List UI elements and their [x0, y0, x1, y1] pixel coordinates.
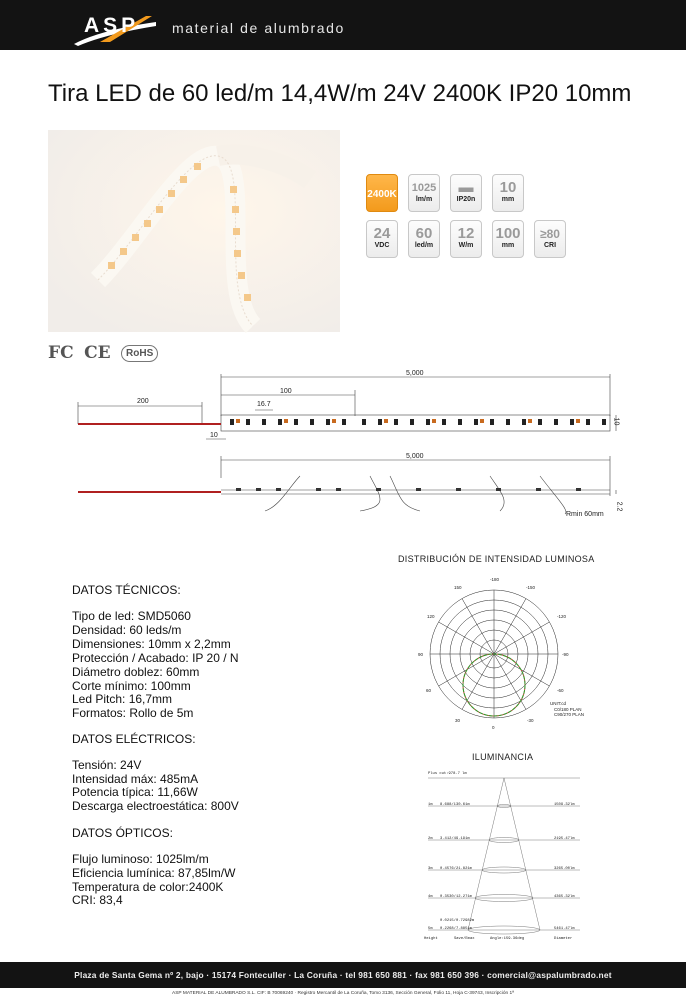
illum-height: 5m: [428, 927, 433, 931]
footer-registry: ASP MATERIAL DE ALUMBRADO S.L. CIF: B 70069240 · Registro Mercantil de La Coruña, Tomo 3136, Sección General, Folio 11, Hoja C-39743, Inscripción 1ª: [172, 991, 514, 996]
illum-footer: Height: [424, 937, 438, 941]
spec-line: Descarga electroestática: 800V: [72, 799, 239, 813]
illum-left: 8.688/130.61m: [440, 803, 470, 807]
spec-line: Flujo luminoso: 1025lm/m: [72, 852, 209, 866]
illum-extra: 0.0215/0.72982m: [440, 919, 475, 923]
illum-left: 0.4576/21.821m: [440, 867, 472, 871]
polar-chart: [412, 572, 585, 736]
polar-label: -60: [557, 688, 564, 693]
rohs-icon: RoHS: [121, 345, 158, 362]
datos-tecnicos-heading: DATOS TÉCNICOS:: [72, 583, 181, 597]
dim-thickness: 2.2: [615, 501, 623, 512]
spec-line: Protección / Acabado: IP 20 / N: [72, 651, 239, 665]
spec-line: Tipo de led: SMD5060: [72, 609, 191, 623]
product-photo: [48, 130, 340, 332]
polar-label: -30: [527, 718, 534, 723]
dim-rmin: Rmin 60mm: [566, 511, 604, 518]
dim-cut-length: 100: [280, 388, 292, 395]
ip-rating-icon: ▬ IP20n: [450, 174, 482, 212]
illum-max-label: Plus cut:978.7 lm: [428, 772, 467, 776]
polar-unit: UNIT:cd: [550, 701, 567, 706]
illum-footer: Diameter: [554, 937, 573, 941]
spec-line: Diámetro doblez: 60mm: [72, 665, 200, 679]
product-title: Tira LED de 60 led/m 14,4W/m 24V 2400K IP20 10mm: [48, 80, 632, 107]
spec-line: Formatos: Rollo de 5m: [72, 706, 194, 720]
illum-right: 3265.00lm: [554, 867, 575, 871]
polar-label: 60: [426, 688, 432, 693]
color-temperature-icon: 2400K: [366, 174, 398, 212]
spec-line: Led Pitch: 16,7mm: [72, 692, 173, 706]
illum-height: 2m: [428, 837, 433, 841]
polar-label: 150: [454, 585, 462, 590]
dim-total-length-2: 5,000: [406, 453, 424, 460]
illum-right: 2195.47lm: [554, 837, 575, 841]
footer-address: Plaza de Santa Gema nº 2, bajo · 15174 Fonteculler · La Coruña · tel 981 650 881 · fax 981 650 396 · comercial@aspalumbrado.net: [0, 962, 686, 988]
dim-end-offset: 10: [210, 432, 218, 439]
voltage-icon: 24 VDC: [366, 220, 398, 258]
illum-right: 5461.47lm: [554, 927, 575, 931]
cri-icon: ≥80 CRI: [534, 220, 566, 258]
spec-line: Densidad: 60 leds/m: [72, 623, 182, 637]
spec-line: Corte mínimo: 100mm: [72, 679, 191, 693]
illum-right: 1509.32lm: [554, 803, 575, 807]
illum-left: 0.3530/12.271m: [440, 895, 472, 899]
illum-footer: Angle:159.36deg: [490, 937, 525, 941]
dim-pitch: 16.7: [257, 401, 271, 408]
certification-logos: [48, 343, 164, 367]
spec-line: Potencia típica: 11,66W: [72, 785, 198, 799]
polar-label: -90: [562, 652, 569, 657]
spec-line: Temperatura de color:2400K: [72, 880, 224, 894]
fcc-icon: FC: [48, 343, 74, 363]
illum-height: 4m: [428, 895, 433, 899]
polar-label: 0: [492, 725, 495, 730]
polar-label: -150: [526, 585, 536, 590]
dim-total-length: 5,000: [406, 370, 424, 377]
illum-left: 0.2268/7.8851m: [440, 927, 472, 931]
tagline: material de alumbrado: [172, 20, 345, 36]
polar-chart-title: DISTRIBUCIÓN DE INTENSIDAD LUMINOSA: [398, 554, 595, 564]
led-density-icon: 60 led/m: [408, 220, 440, 258]
power-icon: 12 W/m: [450, 220, 482, 258]
illuminance-chart: [420, 768, 590, 944]
illum-height: 3m: [428, 867, 433, 871]
illum-left: 3.412/49.191m: [440, 837, 470, 841]
spec-line: CRI: 83,4: [72, 893, 123, 907]
technical-drawing: [70, 366, 630, 526]
lumen-icon: 1025 lm/m: [408, 174, 440, 212]
illum-height: 1m: [428, 803, 433, 807]
spec-line: Dimensiones: 10mm x 2,2mm: [72, 637, 231, 651]
spec-line: Eficiencia lumínica: 87,85lm/W: [72, 866, 236, 880]
dim-cable-length: 200: [137, 398, 149, 405]
polar-label: 90: [418, 652, 424, 657]
polar-label: -120: [557, 614, 567, 619]
logo-text: ASP: [84, 14, 140, 37]
illum-right: 4365.32lm: [554, 895, 575, 899]
polar-label: 120: [427, 614, 435, 619]
polar-legend-c90: C90/270 PLAN: [554, 712, 585, 717]
datos-electricos-heading: DATOS ELÉCTRICOS:: [72, 732, 196, 746]
polar-label: -180: [490, 577, 500, 582]
spec-line: Tensión: 24V: [72, 758, 142, 772]
dim-width: 10: [612, 417, 620, 426]
cut-icon: 100 mm: [492, 220, 524, 258]
spec-line: Intensidad máx: 485mA: [72, 772, 199, 786]
polar-legend-c0: C0/180 PLAN: [554, 707, 582, 712]
datos-opticos-heading: DATOS ÓPTICOS:: [72, 826, 173, 840]
width-icon: 10 mm: [492, 174, 524, 212]
polar-label: 30: [455, 718, 461, 723]
ce-icon: CE: [84, 343, 111, 363]
header-bar: [0, 0, 686, 50]
illum-footer: Save/Emax: [454, 937, 475, 941]
illuminance-chart-title: ILUMINANCIA: [472, 752, 534, 762]
